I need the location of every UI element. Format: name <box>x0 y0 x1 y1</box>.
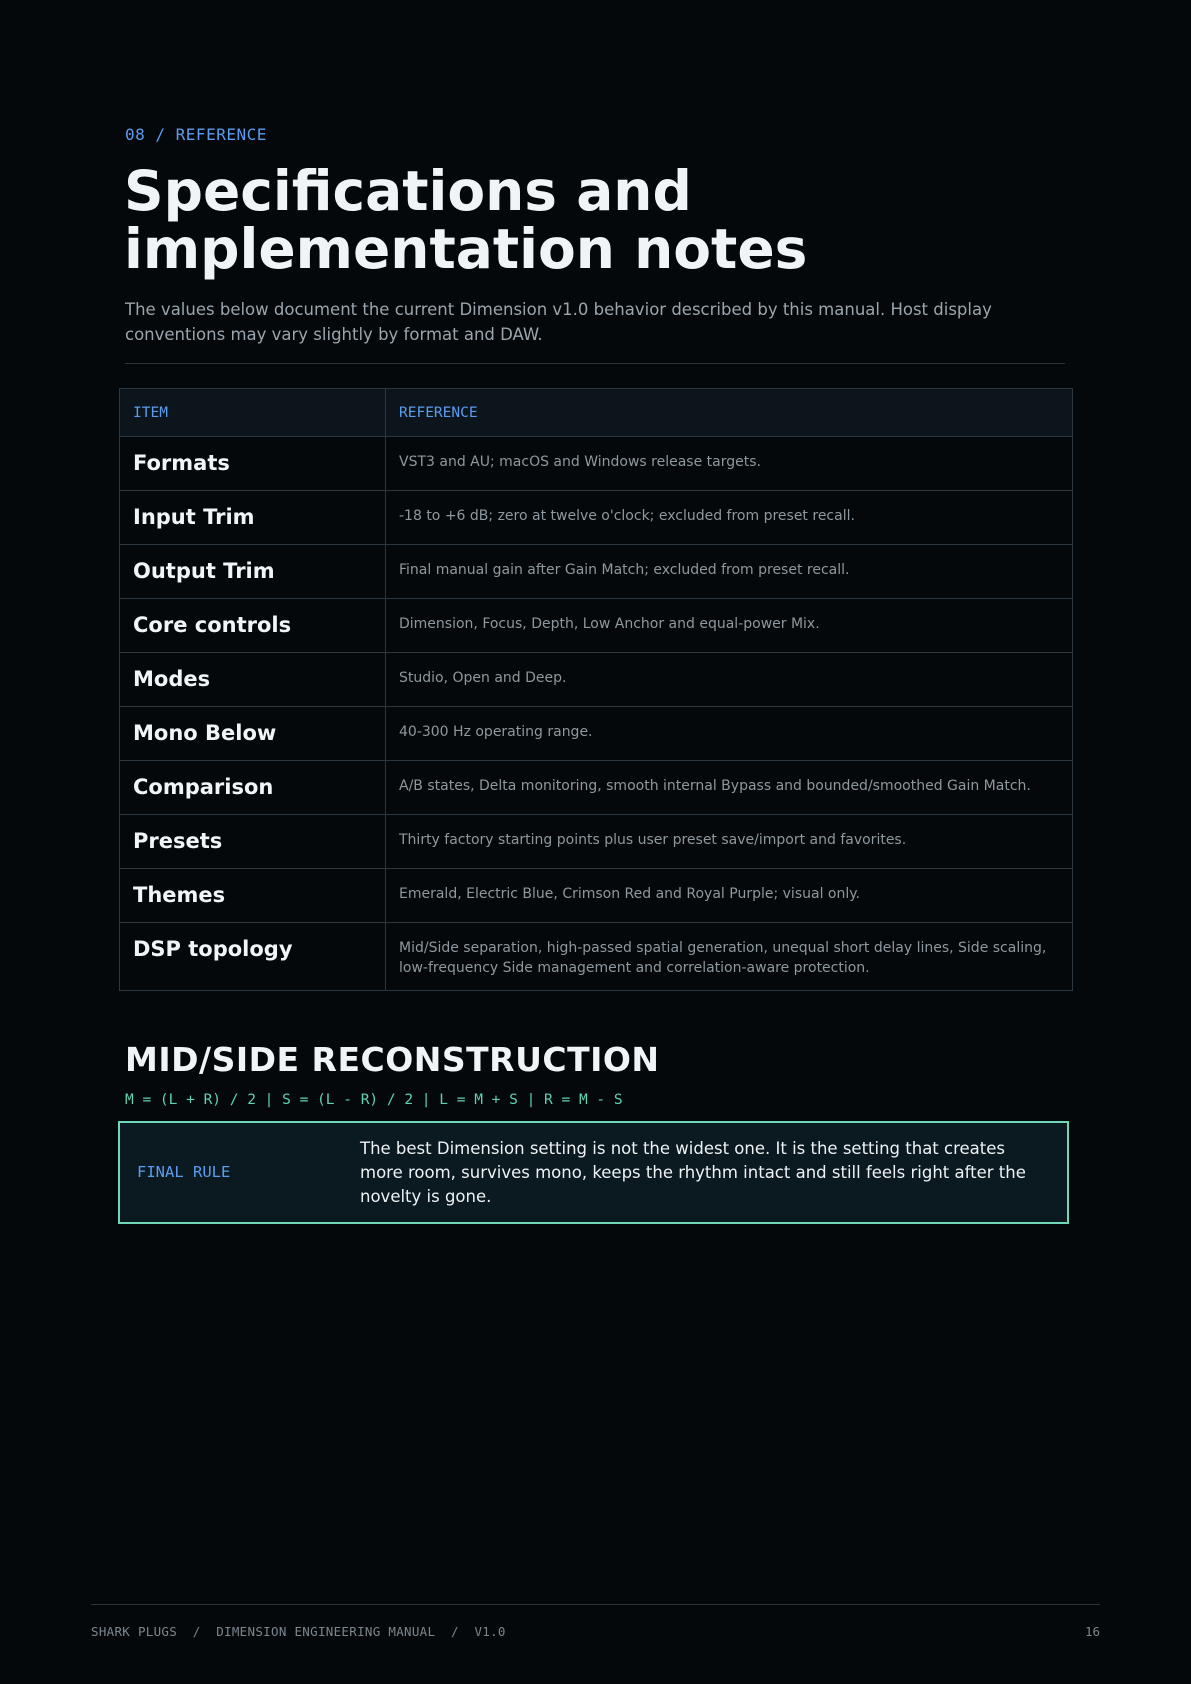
row-reference: A/B states, Delta monitoring, smooth internal Bypass and bounded/smoothed Gain Match. <box>386 761 1073 815</box>
column-header-item: ITEM <box>120 389 386 437</box>
final-rule-callout <box>118 1121 1069 1224</box>
row-reference: -18 to +6 dB; zero at twelve o'clock; excluded from preset recall. <box>386 491 1073 545</box>
row-item: Comparison <box>120 761 386 815</box>
row-item: DSP topology <box>120 923 386 991</box>
row-reference: Final manual gain after Gain Match; excluded from preset recall. <box>386 545 1073 599</box>
row-item: Themes <box>120 869 386 923</box>
page-number: 16 <box>1084 1624 1100 1639</box>
table-row <box>120 491 1073 545</box>
row-reference: Mid/Side separation, high-passed spatial generation, unequal short delay lines, Side scaling, low-frequency Side management and correlation-aware protection. <box>386 923 1073 991</box>
intro-paragraph: The values below document the current Dimension v1.0 behavior described by this manual. Host display conventions may vary slightly by format and DAW. <box>125 300 992 344</box>
row-item: Output Trim <box>120 545 386 599</box>
mid-side-heading: MID/SIDE RECONSTRUCTION <box>125 1040 660 1079</box>
row-reference: Dimension, Focus, Depth, Low Anchor and equal-power Mix. <box>386 599 1073 653</box>
table-row <box>120 869 1073 923</box>
table-row <box>120 815 1073 869</box>
final-rule-label: FINAL RULE <box>137 1163 231 1181</box>
mid-side-formula: M = (L + R) / 2 | S = (L - R) / 2 | L = M + S | R = M - S <box>125 1092 623 1108</box>
row-reference: 40-300 Hz operating range. <box>386 707 1073 761</box>
table-row <box>120 437 1073 491</box>
section-kicker: 08 / REFERENCE <box>125 125 267 144</box>
divider <box>125 363 1065 364</box>
table-row <box>120 653 1073 707</box>
row-item: Modes <box>120 653 386 707</box>
table-row <box>120 599 1073 653</box>
table-row <box>120 761 1073 815</box>
table-row <box>120 545 1073 599</box>
footer-running-title: SHARK PLUGS / DIMENSION ENGINEERING MANUAL / V1.0 <box>91 1624 506 1639</box>
row-item: Formats <box>120 437 386 491</box>
row-reference: Studio, Open and Deep. <box>386 653 1073 707</box>
row-item: Input Trim <box>120 491 386 545</box>
table-row <box>120 707 1073 761</box>
row-item: Mono Below <box>120 707 386 761</box>
table-row <box>120 923 1073 991</box>
page-title: Specifications and implementation notes <box>124 159 808 281</box>
spec-table <box>119 388 1073 991</box>
footer-divider <box>91 1604 1100 1605</box>
row-reference: Emerald, Electric Blue, Crimson Red and Royal Purple; visual only. <box>386 869 1073 923</box>
table-header-row <box>120 389 1073 437</box>
row-item: Core controls <box>120 599 386 653</box>
row-item: Presets <box>120 815 386 869</box>
row-reference: Thirty factory starting points plus user preset save/import and favorites. <box>386 815 1073 869</box>
row-reference: VST3 and AU; macOS and Windows release targets. <box>386 437 1073 491</box>
final-rule-text: The best Dimension setting is not the widest one. It is the setting that creates more room, survives mono, keeps the rhythm intact and still feels right after the novelty is gone. <box>360 1139 1026 1206</box>
column-header-reference: REFERENCE <box>386 389 1073 437</box>
